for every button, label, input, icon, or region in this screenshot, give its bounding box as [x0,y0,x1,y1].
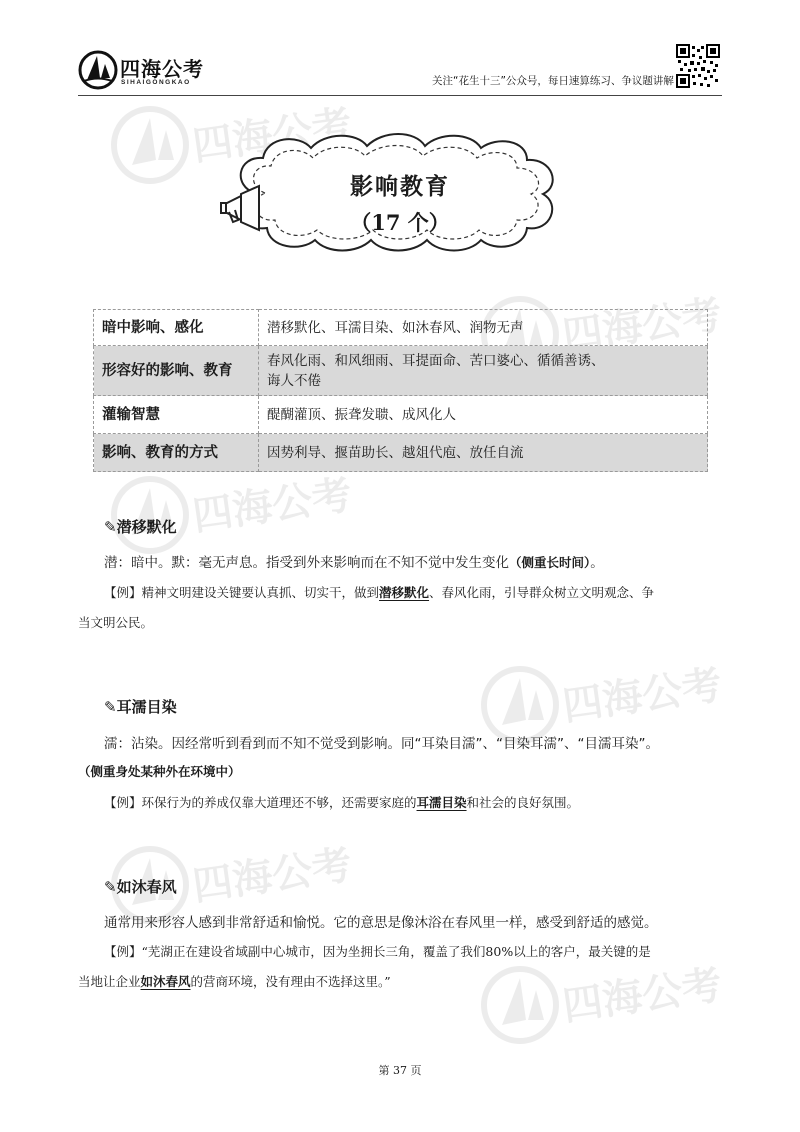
svg-text:四海公考: 四海公考 [559,662,725,730]
svg-text:四海公考: 四海公考 [189,842,355,910]
section-heading-text: 潜移默化 [116,518,177,536]
pencil-icon: ✎ [104,518,117,536]
table-cell-category: 形容好的影响、教育 [94,346,259,396]
table-cell-idioms [259,346,708,396]
example-text: 环保行为的养成仅靠大道理还不够，还需要家庭的 [141,795,417,810]
table-cell-idioms: 潜移默化、耳濡目染、如沐春风、润物无声 [259,310,708,346]
section-heading-text: 如沐春风 [116,878,177,896]
definition-note: （侧重身处某种外在环境中） [78,764,241,779]
example-text: 、春风化雨，引导群众树立文明观念、争 [429,585,655,600]
definition-paragraph: 通常用来形容人感到非常舒适和愉悦。它的意思是像沐浴在春风里一样，感受到舒适的感觉。 [104,915,658,931]
table-cell-category: 暗中影响、感化 [94,310,259,346]
section-heading [104,876,177,897]
pencil-icon: ✎ [104,878,117,896]
brand-name: 四海公考 [120,57,204,81]
brand-logo-icon [78,50,118,90]
brand-subtitle: SIHAIGONGKAO [121,79,191,86]
section-heading [104,696,177,717]
example-paragraph [104,793,579,811]
page-title: 影响教育 [350,173,450,200]
table-cell-category: 影响、教育的方式 [94,434,259,472]
table-cell-line: 诲人不倦 [267,372,321,389]
section-heading-text: 耳濡目染 [116,698,177,716]
table-cell-line: 春风化雨、和风细雨、耳提面命、苦口婆心、循循善诱、 [267,352,605,369]
page-number: 第 37 页 [378,1064,422,1077]
example-paragraph [104,942,651,960]
section-heading [104,516,177,537]
example-tag: 【例】 [104,944,142,959]
example-text: 精神文明建设关键要认真抓、切实干，做到 [141,585,380,600]
watermark-logo [110,470,370,560]
definition-end: 。 [590,555,604,571]
example-text: 的营商环境，没有理由不选择这里。” [190,974,391,989]
table-cell-idioms: 醍醐灌顶、振聋发聩、成风化人 [259,396,708,434]
watermark-logo [480,960,740,1050]
definition-note: （侧重长时间） [509,555,591,570]
example-tag: 【例】 [104,585,142,600]
table-row [94,346,708,396]
definition-paragraph [104,551,604,571]
example-text: 当地让企业 [78,974,141,989]
example-highlight: 耳濡目染 [416,795,467,810]
table-row [94,310,708,346]
example-text: “芜湖正在建设省域副中心城市，因为坐拥长三角，覆盖了我们80%以上的客户，最关键的是 [141,944,651,959]
svg-text:四海公考: 四海公考 [559,292,725,360]
header-divider [78,95,722,96]
header-note: 关注“花生十三”公众号，每日速算练习、争议题讲解 [432,75,674,87]
svg-text:四海公考: 四海公考 [559,962,725,1030]
svg-text:四海公考: 四海公考 [189,472,355,540]
definition-text: 潜：暗中。默：毫无声息。指受到外来影响而在不知不觉中发生变化 [104,555,509,571]
example-highlight: 如沐春风 [140,974,191,989]
example-highlight: 潜移默化 [379,585,430,600]
example-text: 和社会的良好氛围。 [466,795,580,810]
example-tag: 【例】 [104,795,142,810]
svg-text:四海公考: 四海公考 [189,102,355,170]
pencil-icon: ✎ [104,698,117,716]
table-cell-category: 灌输智慧 [94,396,259,434]
table-cell-idioms: 因势利导、揠苗助长、越俎代庖、放任自流 [259,434,708,472]
table-row [94,396,708,434]
idiom-category-table [93,309,708,472]
example-paragraph-line2: 当文明公民。 [78,615,154,630]
definition-paragraph: 濡：沾染。因经常听到看到而不知不觉受到影响。同“耳染目濡”、“目染耳濡”、“目濡耳染”。 [104,736,659,752]
table-row [94,434,708,472]
qr-code-icon [676,44,720,88]
example-paragraph-line2 [78,972,391,990]
page-title-count: （17 个） [350,210,450,235]
example-paragraph [104,583,654,601]
